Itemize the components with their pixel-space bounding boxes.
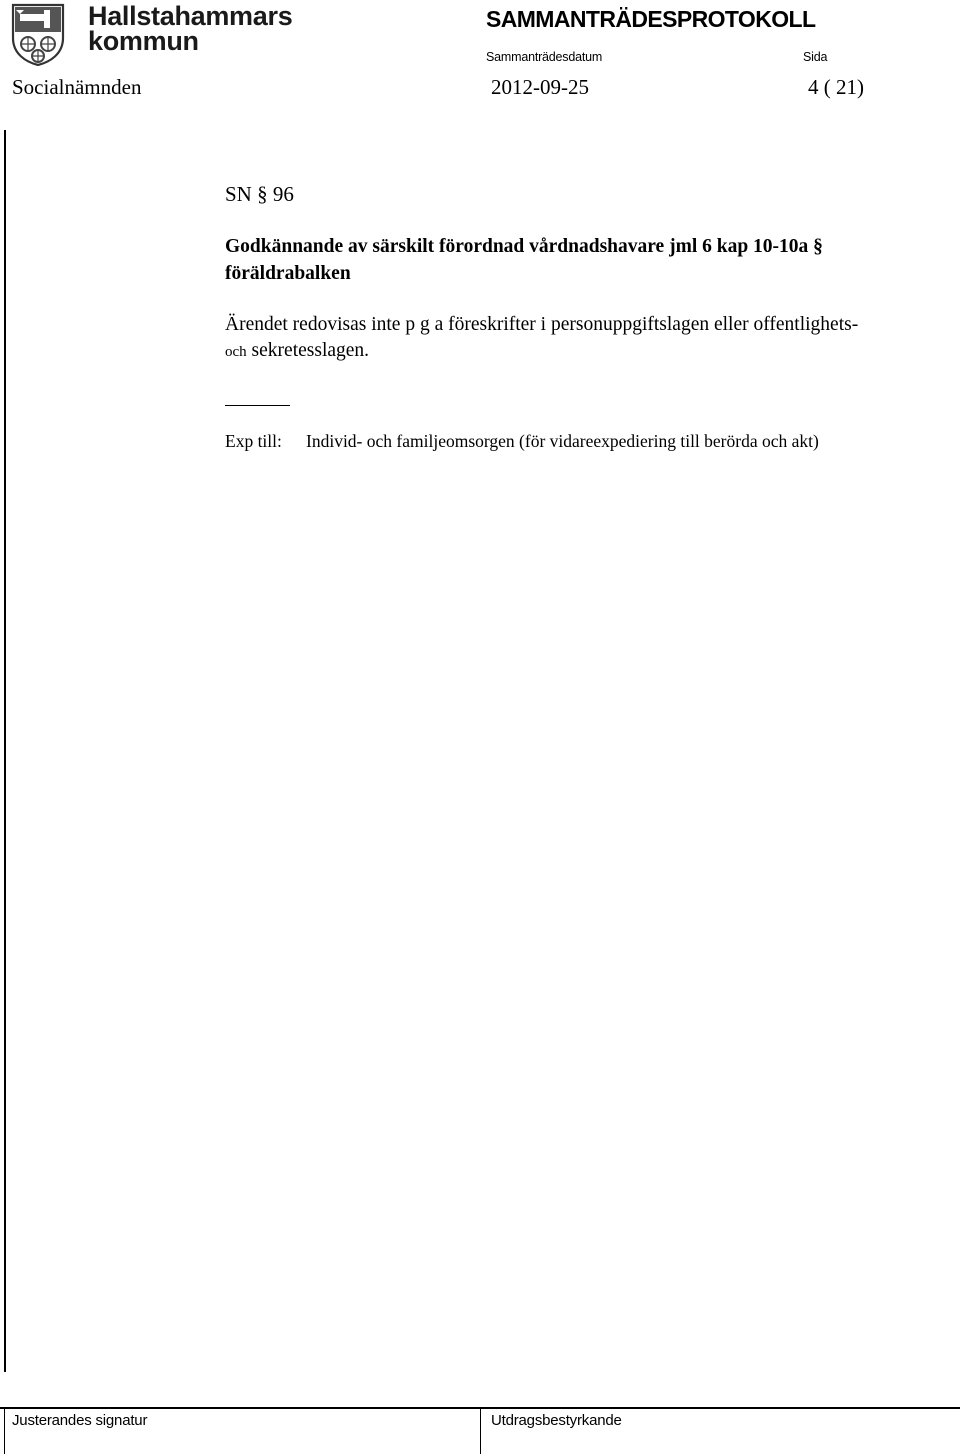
document-type: SAMMANTRÄDESPROTOKOLL: [486, 6, 816, 32]
meeting-date: 2012-09-25: [491, 75, 589, 99]
logo-text: [88, 1, 293, 56]
footer-divider: [480, 1407, 481, 1454]
distribution-label: Exp till:: [225, 431, 282, 451]
distribution-recipients: Individ- och familjeomsorgen (för vidareexpediering till berörda och akt): [306, 431, 819, 451]
page-number: 4 ( 21): [808, 75, 864, 99]
body-main-text: Ärendet redovisas inte p g a föreskrifter i personuppgiftslagen eller offentlighets-: [225, 314, 859, 335]
item-title: Godkännande av särskilt förordnad vårdnadshavare jml 6 kap 10-10a § föräldrabalken: [225, 236, 823, 284]
item-body: [225, 312, 955, 365]
meeting-date-label: Sammanträdesdatum: [486, 50, 603, 64]
left-margin-line: [4, 130, 6, 1372]
logo-line-2: kommun: [88, 26, 199, 56]
coat-of-arms-icon: [10, 2, 66, 66]
body-end-text: sekretesslagen.: [246, 340, 370, 361]
signature-field-label: Justerandes signatur: [12, 1412, 148, 1429]
committee-name: Socialnämnden: [12, 75, 142, 99]
paragraph-id: SN § 96: [225, 182, 294, 206]
logo-line-1: Hallstahammars: [88, 1, 293, 31]
body-small-text: och: [225, 344, 247, 360]
certification-field-label: Utdragsbestyrkande: [491, 1412, 622, 1429]
page-label: Sida: [803, 50, 828, 64]
separator-rule: [225, 405, 290, 406]
footer-left-line: [4, 1407, 5, 1454]
municipality-logo: [10, 1, 293, 66]
